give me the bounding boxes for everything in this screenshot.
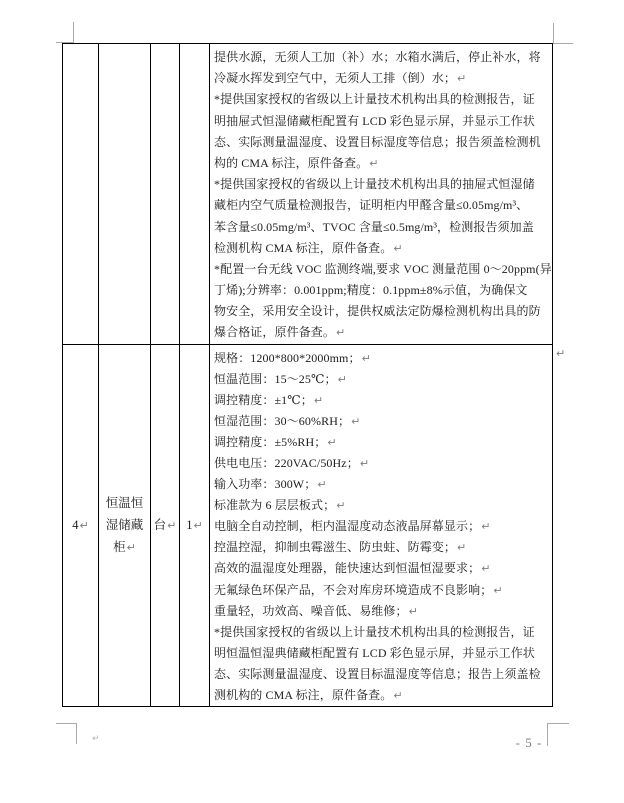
cell-row-number (63, 345, 99, 706)
text-line: 湿储藏 (105, 518, 144, 532)
text-line (214, 580, 549, 601)
text-line: 态、实际测量温湿度、设置目标温湿度等信息；报告上须盖检 (214, 666, 541, 681)
text-line (214, 537, 549, 558)
text-line (214, 348, 549, 369)
text-line (214, 474, 549, 495)
text-line: 丁烯);分辨率：0.001ppm;精度：0.1ppm±8%示值，为确保文 (214, 283, 528, 298)
text-line (214, 685, 549, 706)
line-text: 调控精度：±1℃； (214, 393, 313, 408)
paragraph-mark: ↵ (336, 326, 346, 340)
line-text: 测机构的 CMA 标注，原件备查。 (214, 687, 393, 702)
paragraph-mark: ↵ (79, 519, 89, 532)
paragraph-mark: ↵ (193, 519, 203, 532)
line-text: 恒温范围：15～25℃； (214, 372, 337, 387)
text-line (154, 514, 177, 537)
paragraph-mark: ↵ (369, 156, 379, 170)
text-line: 明恒温恒湿典储藏柜配置有 LCD 彩色显示屏，并显示工作状 (214, 645, 535, 660)
paragraph-mark: ↵ (481, 562, 491, 576)
line-text: 台 (153, 518, 167, 532)
paragraph-mark: ↵ (327, 436, 337, 450)
text-line: *配置一台无线 VOC 监测终端,要求 VOC 测量范围 0～20ppm(异 (214, 261, 552, 276)
table-row-item4 (63, 345, 552, 706)
text-line: 藏柜内空气质量检测报告，证明柜内甲醛含量≤0.05mg/m³、 (214, 198, 529, 213)
text-line: 物安全，采用安全设计，提供权威法定防爆检测机构出具的防 (214, 304, 541, 319)
paragraph-mark: ↵ (317, 478, 327, 492)
line-text: 供电电压：220VAC/50Hz； (214, 456, 359, 471)
line-text: 调控精度：±5%RH； (214, 435, 327, 450)
paragraph-mark: ↵ (457, 72, 467, 86)
line-text: 高效的温湿度处理器，能快速达到恒温恒湿要求； (214, 561, 481, 576)
text-line (214, 495, 549, 516)
cell-unit (151, 345, 180, 706)
paragraph-mark: ↵ (457, 541, 467, 555)
text-line (214, 238, 549, 259)
page-number: - 5 - (515, 735, 543, 750)
margin-crop-mark-bottom-left (56, 723, 77, 744)
text-line (214, 369, 549, 390)
margin-crop-mark-top-right (553, 23, 573, 44)
spec-table (62, 43, 553, 707)
text-line (214, 411, 549, 432)
paragraph-mark: ↵ (126, 541, 136, 554)
line-text: 标准款为 6 层层板式； (214, 498, 336, 513)
text-line: 态、实际测量温湿度、设置目标湿度等信息；报告须盖检测机 (214, 134, 541, 149)
text-line (214, 453, 549, 474)
text-line (214, 390, 549, 411)
paragraph-mark: ↵ (393, 241, 403, 255)
paragraph-mark: ↵ (313, 394, 324, 408)
cell-specifications (210, 44, 552, 344)
text-line (214, 516, 549, 537)
text-line (214, 153, 549, 174)
text-line: 苯含量≤0.05mg/m³、TVOC 含量≤0.5mg/m³，检测报告须加盖 (214, 219, 534, 234)
paragraph-mark: ↵ (167, 519, 177, 532)
text-line (113, 536, 136, 559)
paragraph-mark: ↵ (359, 457, 370, 471)
text-line (214, 432, 549, 453)
paragraph-mark: ↵ (337, 373, 347, 387)
cell-quantity (180, 345, 210, 706)
text-line: 恒温恒 (105, 496, 144, 510)
text-line (214, 601, 549, 622)
table-row-item3-continued (63, 44, 552, 345)
paragraph-mark: ↵ (393, 688, 403, 702)
line-text: 规格：1200*800*2000mm； (214, 351, 361, 365)
footer-paragraph-mark: ↵ (92, 734, 100, 744)
text-line (214, 68, 549, 89)
line-text: 冷凝水挥发到空气中，无须人工排（倒）水； (214, 71, 457, 86)
text-line (214, 322, 549, 343)
cell-item-name (99, 345, 151, 706)
paragraph-mark: ↵ (351, 415, 361, 429)
line-text: 爆合格证，原件备查。 (214, 325, 336, 340)
line-text: 恒湿范围：30～60%RH； (214, 414, 351, 429)
paragraph-mark: ↵ (481, 520, 491, 534)
text-line (214, 558, 549, 579)
line-text: 1 (186, 518, 193, 532)
line-text: 控温控湿，抑制虫霉滋生、防虫蛀、防霉变； (214, 540, 457, 555)
cell-unit (151, 44, 180, 344)
cell-specifications (210, 345, 552, 706)
cell-row-number (63, 44, 99, 344)
line-text: 检测机构 CMA 标注，原件备查。 (214, 240, 393, 255)
text-line (72, 514, 88, 537)
text-line: 提供水源，无须人工加（补）水；水箱水满后，停止补水，将 (214, 50, 541, 64)
text-line (186, 514, 202, 537)
paragraph-mark: ↵ (493, 583, 503, 597)
text-line: 明抽屉式恒湿储藏柜配置有 LCD 彩色显示屏，并显示工作状 (214, 113, 535, 128)
line-text: 柜 (113, 540, 126, 554)
line-text: 电脑全自动控制，柜内温湿度动态液晶屏幕显示； (214, 519, 481, 534)
line-text: 4 (72, 518, 79, 532)
line-text: 重量轻，功效高、噪音低、易维修； (214, 603, 408, 618)
margin-crop-mark-top-left (56, 22, 74, 43)
text-line: *提供国家授权的省级以上计量技术机构出具的抽屉式恒湿储 (214, 177, 535, 192)
cell-item-name (99, 44, 151, 344)
cell-quantity (180, 44, 210, 344)
paragraph-mark: ↵ (336, 499, 346, 513)
table-row-end-mark: ↵ (556, 347, 566, 360)
line-text: 输入功率：300W； (214, 477, 317, 492)
text-line: *提供国家授权的省级以上计量技术机构出具的检测报告，证 (214, 624, 535, 639)
line-text: 无氟绿色环保产品，不会对库房环境造成不良影响； (214, 582, 493, 597)
paragraph-mark: ↵ (361, 352, 371, 365)
paragraph-mark: ↵ (408, 604, 418, 618)
text-line: *提供国家授权的省级以上计量技术机构出具的检测报告，证 (214, 92, 535, 107)
line-text: 构的 CMA 标注，原件备查。 (214, 155, 369, 170)
